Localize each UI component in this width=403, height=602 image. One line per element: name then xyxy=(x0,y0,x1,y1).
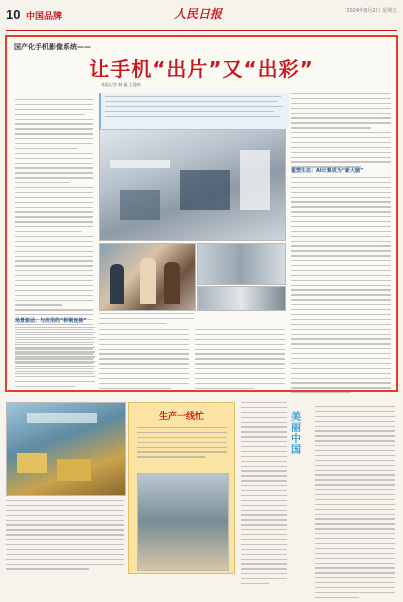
production-box-photo xyxy=(137,473,229,571)
production-box xyxy=(128,402,235,574)
text-column-center xyxy=(99,329,189,393)
subhead-left: 场景驱动：与应用的“桥梁连接” xyxy=(15,318,87,324)
masthead xyxy=(6,5,397,33)
article-kicker: 国产化手机影像系统—— xyxy=(14,43,91,51)
production-box-text xyxy=(137,427,227,461)
subhead-right: 重塑生态：AI计算成为“新大脑” xyxy=(291,168,364,174)
side-feature-title: 美丽中国 xyxy=(291,412,301,456)
production-line-photo xyxy=(6,402,126,496)
article-headline: 让手机“出片”又“出彩” xyxy=(89,57,314,81)
side-feature-text xyxy=(315,406,395,602)
left-subhead-block xyxy=(15,315,95,391)
right-subhead-block xyxy=(291,165,391,397)
exhibit-photo xyxy=(197,286,286,311)
section-name: 中国品牌 xyxy=(26,11,63,21)
featured-article[interactable] xyxy=(5,35,398,392)
lede-box xyxy=(99,93,289,129)
lab-photo xyxy=(197,243,286,285)
lower-middle-text xyxy=(241,402,287,588)
dateline: 2024年8月2日 星期五 xyxy=(346,8,397,14)
people-photo xyxy=(99,243,196,311)
text-column-right xyxy=(291,93,391,171)
photo-caption xyxy=(99,313,194,328)
article-byline: 本报记者 韩 鑫 王俊岭 xyxy=(101,82,141,87)
newspaper-logo: 人民日报 xyxy=(174,7,223,21)
factory-photo xyxy=(99,129,286,241)
page-number: 10 xyxy=(6,7,21,22)
lower-left-text xyxy=(6,500,124,573)
header-rule xyxy=(6,30,397,31)
text-column-center-2 xyxy=(195,329,285,393)
production-box-title: 生产一线忙 xyxy=(158,412,204,422)
side-feature xyxy=(291,402,398,574)
